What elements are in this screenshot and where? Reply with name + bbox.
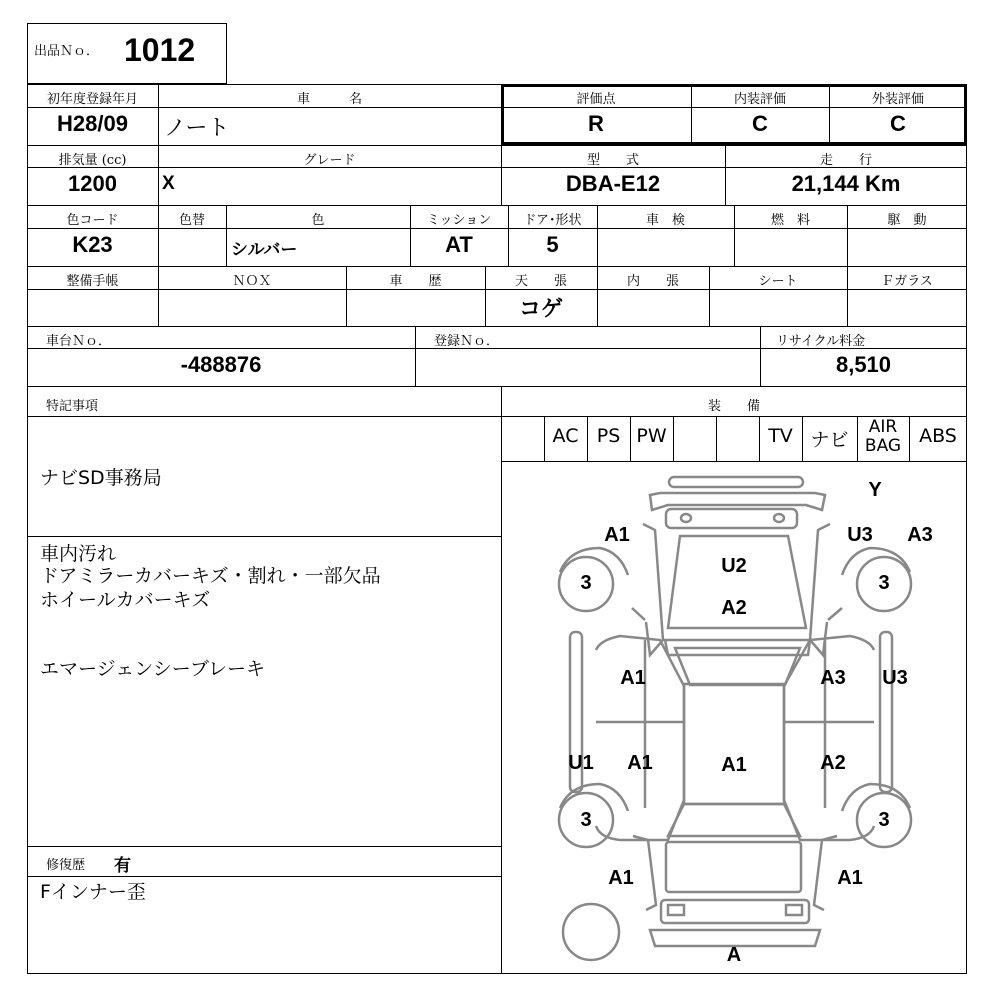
damage-front-left-fender: A1: [604, 524, 630, 546]
equipment-airbag: AIR BAG: [864, 417, 902, 456]
repair-history-value: 有: [114, 856, 131, 876]
rule: [27, 228, 967, 229]
repair-detail: Fインナー歪: [40, 881, 146, 903]
maintenance-record-label: 整備手帳: [66, 274, 119, 289]
seat-label: シート: [758, 274, 798, 289]
damage-front-right-corner: A3: [907, 524, 933, 546]
grade-label: グレード: [303, 153, 356, 168]
front-glass-label: Ｆガラス: [881, 274, 933, 289]
model: DBA-E12: [565, 171, 661, 196]
recycle-fee-label: リサイクル料金: [776, 334, 866, 349]
damage-roof: A1: [721, 754, 747, 776]
color-code: K23: [72, 232, 113, 257]
mileage: 21,144 Km: [791, 171, 901, 196]
equipment-ps: PS: [596, 425, 621, 447]
inspection-label: 車 検: [645, 213, 685, 228]
rule: [415, 326, 416, 386]
exterior-grade: C: [890, 111, 906, 136]
damage-front-door-left: A1: [620, 667, 646, 689]
rule: [673, 416, 674, 461]
vehicle-history-label: 車 歴: [389, 274, 442, 289]
damage-rear-quarter-left: A1: [608, 867, 634, 889]
equipment-tv: TV: [768, 425, 793, 447]
rule: [716, 416, 717, 461]
note-navi-sd: ナビSD事務局: [40, 467, 162, 489]
transmission-label: ミッション: [426, 213, 492, 228]
exterior-grade-label: 外装評価: [871, 92, 924, 107]
damage-wheel-front-right: 3: [878, 572, 890, 594]
damage-rocker-left: U1: [568, 752, 594, 774]
note-interior-dirt: 車内汚れ: [40, 543, 117, 565]
interior-grade: C: [752, 111, 768, 136]
lot-number: 1012: [124, 32, 196, 68]
first-registration-label: 初年度登録年月: [46, 92, 138, 107]
equipment-pw: PW: [636, 425, 667, 447]
rule: [27, 266, 967, 267]
door-shape-label: ドア･形状: [523, 213, 582, 228]
repaint-label: 色替: [178, 213, 205, 228]
equipment-label: 装 備: [707, 399, 760, 414]
model-label: 型 式: [586, 153, 639, 168]
color-code-label: 色コード: [66, 213, 119, 228]
score: R: [588, 111, 604, 136]
headliner: コゲ: [518, 297, 563, 322]
equipment-ac: AC: [552, 425, 579, 447]
rule: [27, 289, 967, 290]
lot-number-label: 出品Ｎｏ．: [34, 44, 100, 59]
damage-rear-bumper: A: [726, 944, 742, 966]
first-registration: H28/09: [57, 111, 128, 136]
note-mirror-cover: ドアミラーカバーキズ・割れ・一部欠品: [40, 565, 381, 587]
score-label: 評価点: [576, 92, 616, 107]
rule: [27, 326, 967, 327]
chassis-number: -488876: [180, 352, 262, 377]
grade: X: [162, 173, 175, 194]
damage-hood-upper: U2: [721, 555, 747, 577]
notes-label: 特記事項: [46, 399, 99, 414]
registration-number-label: 登録Ｎｏ．: [434, 334, 500, 349]
interior-grade-label: 内装評価: [733, 92, 786, 107]
car-name-label: 車 名: [296, 92, 362, 107]
rule: [27, 386, 967, 387]
rule: [27, 416, 967, 417]
recycle-fee: 8,510: [835, 352, 892, 377]
damage-rear-quarter-right: A1: [837, 867, 863, 889]
displacement-label: 排気量 (cc): [58, 153, 127, 168]
damage-front-right-fender: U3: [847, 524, 873, 546]
rule: [27, 846, 501, 847]
damage-front-door-right: A3: [820, 667, 846, 689]
damage-hood-lower: A2: [721, 597, 747, 619]
car-damage-diagram: [501, 461, 967, 974]
note-wheel-cover: ホイールカバーキズ: [40, 589, 211, 611]
headliner-label: 天 張: [514, 274, 567, 289]
damage-rear-door-right: A2: [820, 752, 846, 774]
drive-label: 駆 動: [887, 213, 927, 228]
damage-wheel-rear-right: 3: [878, 809, 890, 831]
damage-rear-door-left: A1: [627, 752, 653, 774]
color-label: 色: [311, 213, 325, 228]
damage-right-pillar: U3: [882, 667, 908, 689]
interior-trim-label: 内 張: [626, 274, 679, 289]
equipment-abs: ABS: [919, 425, 957, 447]
rule: [27, 536, 501, 537]
displacement: 1200: [68, 171, 117, 196]
equipment-navi: ナビ: [810, 429, 849, 451]
damage-wheel-front-left: 3: [580, 572, 592, 594]
rule: [27, 145, 967, 146]
damage-front-bumper: Y: [868, 479, 882, 501]
car-name: ノート: [164, 116, 230, 141]
chassis-number-label: 車台Ｎｏ．: [46, 334, 112, 349]
repair-history-label: 修復歴: [46, 858, 86, 873]
door-shape: 5: [546, 232, 559, 257]
note-emergency-brake: エマージェンシーブレーキ: [40, 658, 266, 680]
mileage-label: 走 行: [819, 153, 872, 168]
transmission: AT: [445, 232, 473, 257]
fuel-label: 燃 料: [770, 213, 810, 228]
damage-wheel-rear-left: 3: [580, 809, 592, 831]
nox-label: ＮＯＸ: [232, 274, 272, 289]
color: シルバー: [231, 240, 298, 260]
rule: [27, 205, 967, 206]
